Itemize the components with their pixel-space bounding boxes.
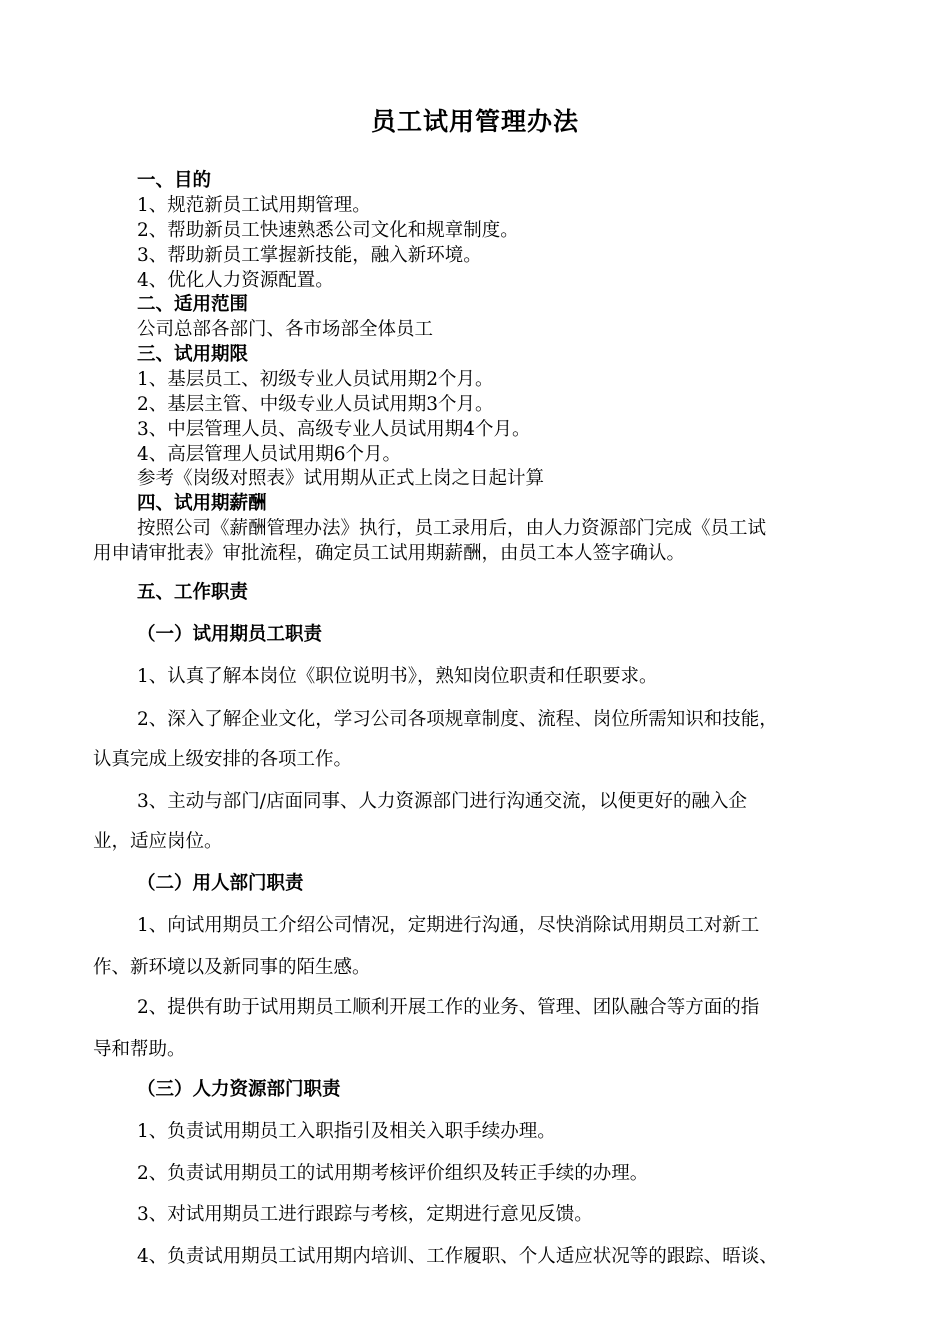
section-heading-salary: 四、试用期薪酬 [137,493,267,514]
period-item: 2、基层主管、中级专业人员试用期3个月。 [137,394,494,415]
section-heading-purpose: 一、目的 [137,170,212,191]
purpose-item: 2、帮助新员工快速熟悉公司文化和规章制度。 [137,220,519,241]
department-duty-continued: 导和帮助。 [93,1039,186,1060]
period-item: 3、中层管理人员、高级专业人员试用期4个月。 [137,419,531,440]
department-duty-continued: 作、新环境以及新同事的陌生感。 [93,957,371,978]
department-duty: 1、向试用期员工介绍公司情况，定期进行沟通，尽快消除试用期员工对新工 [137,915,760,936]
purpose-item: 1、规范新员工试用期管理。 [137,195,371,216]
section-heading-period: 三、试用期限 [137,344,249,365]
period-item: 1、基层员工、初级专业人员试用期2个月。 [137,369,494,390]
purpose-item: 4、优化人力资源配置。 [137,270,334,291]
document-title: 员工试用管理办法 [370,107,579,136]
employee-duty: 3、主动与部门/店面同事、人力资源部门进行沟通交流，以便更好的融入企 [137,791,748,812]
period-note: 参考《岗级对照表》试用期从正式上岗之日起计算 [137,468,545,489]
employee-duty-continued: 业，适应岗位。 [93,831,223,852]
salary-text-line: 用申请审批表》审批流程，确定员工试用期薪酬，由员工本人签字确认。 [93,543,686,564]
scope-text: 公司总部各部门、各市场部全体员工 [137,319,434,340]
employee-duty-continued: 认真完成上级安排的各项工作。 [93,749,353,770]
employee-duty: 1、认真了解本岗位《职位说明书》，熟知岗位职责和任职要求。 [137,666,658,687]
hr-duty: 4、负责试用期员工试用期内培训、工作履职、个人适应状况等的跟踪、晤谈、 [137,1246,778,1267]
purpose-item: 3、帮助新员工掌握新技能，融入新环境。 [137,245,482,266]
subsection-heading-department: （二）用人部门职责 [137,873,304,894]
subsection-heading-hr: （三）人力资源部门职责 [137,1079,341,1100]
hr-duty: 1、负责试用期员工入职指引及相关入职手续办理。 [137,1121,556,1142]
period-item: 4、高层管理人员试用期6个月。 [137,444,402,465]
hr-duty: 2、负责试用期员工的试用期考核评价组织及转正手续的办理。 [137,1163,649,1184]
employee-duty: 2、深入了解企业文化，学习公司各项规章制度、流程、岗位所需知识和技能， [137,709,778,730]
section-heading-duties: 五、工作职责 [137,582,249,603]
department-duty: 2、提供有助于试用期员工顺利开展工作的业务、管理、团队融合等方面的指 [137,997,760,1018]
salary-text-line: 按照公司《薪酬管理办法》执行，员工录用后，由人力资源部门完成《员工试 [137,518,767,539]
hr-duty: 3、对试用期员工进行跟踪与考核，定期进行意见反馈。 [137,1204,593,1225]
section-heading-scope: 二、适用范围 [137,294,249,315]
subsection-heading-employee: （一）试用期员工职责 [137,624,323,645]
